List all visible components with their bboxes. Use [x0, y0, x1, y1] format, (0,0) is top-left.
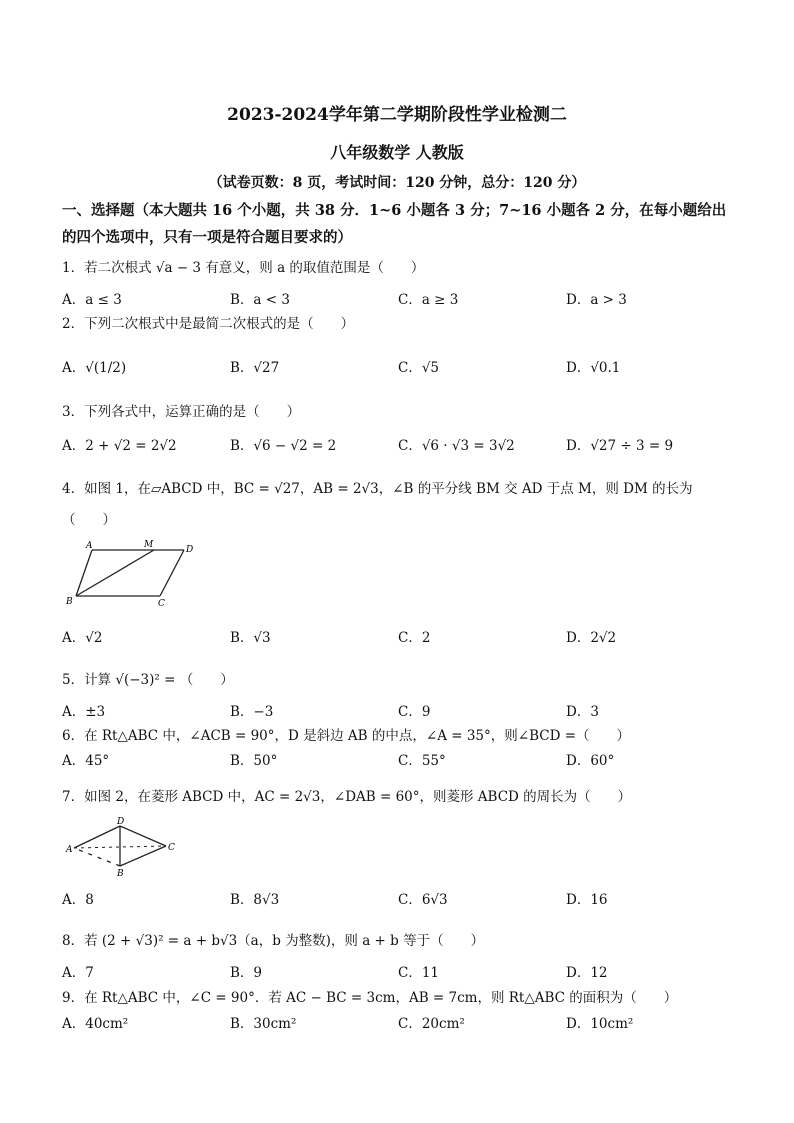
label-d: D	[186, 545, 194, 555]
option-a[interactable]: A．a ≤ 3	[62, 292, 122, 308]
option-b[interactable]: B．50°	[230, 753, 278, 769]
option-c[interactable]: C．55°	[398, 753, 446, 769]
option-d[interactable]: D．10cm²	[566, 1016, 634, 1032]
question-7-stem: 7．如图 2，在菱形 ABCD 中，AC = 2√3，∠DAB = 60°，则菱形 ABCD 的周长为（ ）	[62, 789, 632, 805]
option-b[interactable]: B．a < 3	[230, 292, 290, 308]
option-a[interactable]: A．7	[62, 965, 94, 981]
question-1-stem: 1．若二次根式 √a − 3 有意义，则 a 的取值范围是（ ）	[62, 260, 425, 276]
question-6-stem: 6．在 Rt△ABC 中，∠ACB = 90°，D 是斜边 AB 的中点，∠A = 35°，则∠BCD =（ ）	[62, 728, 631, 744]
question-8-options	[62, 963, 734, 983]
option-a[interactable]: A．√2	[62, 630, 103, 646]
label-c: C	[168, 843, 175, 853]
option-b[interactable]: B．√27	[230, 360, 280, 376]
question-2-options	[62, 358, 734, 378]
option-a[interactable]: A．2 + √2 = 2√2	[62, 438, 177, 454]
label-a: A	[66, 845, 73, 855]
option-b[interactable]: B．8√3	[230, 892, 280, 908]
option-a[interactable]: A．√(1/2)	[62, 360, 127, 376]
option-a[interactable]: A．45°	[62, 753, 110, 769]
question-8-stem: 8．若 (2 + √3)² = a + b√3（a，b 为整数)，则 a + b 等于（ ）	[62, 933, 485, 949]
option-d[interactable]: D．60°	[566, 753, 615, 769]
question-7-options	[62, 890, 734, 910]
option-b[interactable]: B．−3	[230, 704, 274, 720]
rhombus-figure	[62, 814, 192, 880]
parallelogram-figure	[62, 538, 202, 608]
label-b: B	[117, 869, 124, 879]
option-d[interactable]: D．√0.1	[566, 360, 621, 376]
exam-info: （试卷页数：8 页，考试时间：120 分钟，总分：120 分）	[208, 175, 586, 191]
option-d[interactable]: D．2√2	[566, 630, 617, 646]
option-b[interactable]: B．9	[230, 965, 263, 981]
option-b[interactable]: B．√3	[230, 630, 271, 646]
label-d: D	[117, 817, 125, 827]
question-9-options	[62, 1014, 734, 1034]
question-3-stem: 3．下列各式中，运算正确的是（ ）	[62, 404, 301, 420]
option-c[interactable]: C．√5	[398, 360, 440, 376]
option-c[interactable]: C．√6 · √3 = 3√2	[398, 438, 515, 454]
label-b: B	[66, 597, 73, 607]
option-c[interactable]: C．6√3	[398, 892, 448, 908]
option-a[interactable]: A．±3	[62, 704, 106, 720]
option-d[interactable]: D．16	[566, 892, 608, 908]
question-6-options	[62, 751, 734, 771]
question-4-stem: 4．如图 1，在▱ABCD 中，BC = √27，AB = 2√3，∠B 的平分线 BM 交 AD 于点 M，则 DM 的长为	[62, 481, 693, 497]
question-3-options	[62, 436, 734, 456]
exam-title: 2023-2024学年第二学期阶段性学业检测二	[227, 105, 567, 125]
option-c[interactable]: C．11	[398, 965, 440, 981]
section-heading: 一、选择题（本大题共 16 个小题，共 38 分．1~6 小题各 3 分；7~16 小题各 2 分，在每小题给出的四个选项中，只有一项是符合题目要求的）	[62, 202, 727, 246]
label-c: C	[158, 599, 165, 608]
question-9-stem: 9．在 Rt△ABC 中，∠C = 90°．若 AC − BC = 3cm，AB = 7cm，则 Rt△ABC 的面积为（ ）	[62, 990, 678, 1006]
option-c[interactable]: C．2	[398, 630, 431, 646]
option-d[interactable]: D．12	[566, 965, 608, 981]
option-d[interactable]: D．√27 ÷ 3 = 9	[566, 438, 674, 454]
question-4-stem-bracket: （ ）	[62, 512, 116, 528]
option-a[interactable]: A．8	[62, 892, 94, 908]
option-a[interactable]: A．40cm²	[62, 1016, 129, 1032]
question-5-stem: 5．计算 √(−3)² = （ ）	[62, 672, 234, 688]
question-2-stem: 2．下列二次根式中是最简二次根式的是（ ）	[62, 316, 355, 332]
option-b[interactable]: B．√6 − √2 = 2	[230, 438, 337, 454]
exam-subtitle: 八年级数学 人教版	[330, 143, 464, 162]
option-d[interactable]: D．a > 3	[566, 292, 627, 308]
option-d[interactable]: D．3	[566, 704, 599, 720]
option-c[interactable]: C．9	[398, 704, 431, 720]
option-c[interactable]: C．a ≥ 3	[398, 292, 459, 308]
option-b[interactable]: B．30cm²	[230, 1016, 297, 1032]
label-m: M	[144, 540, 154, 550]
question-5-options	[62, 702, 734, 722]
question-1-options	[62, 290, 734, 310]
label-a: A	[86, 541, 93, 551]
option-c[interactable]: C．20cm²	[398, 1016, 465, 1032]
question-4-options	[62, 628, 734, 648]
